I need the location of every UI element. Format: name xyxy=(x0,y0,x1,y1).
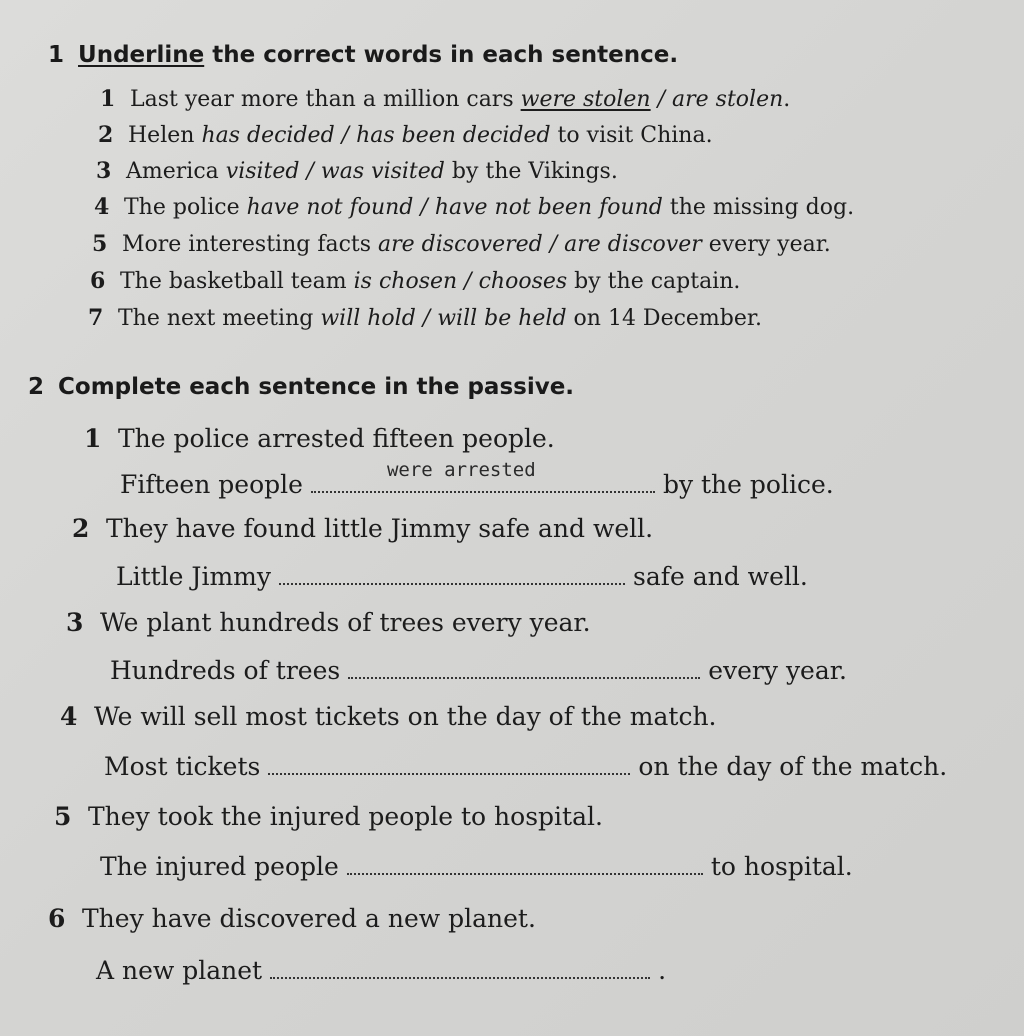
exercise-1-number: 1 xyxy=(48,42,65,68)
ex2-item-6-answer-line: A new planet . xyxy=(96,956,667,985)
ex1-item-3: 3 America visited / was visited by the Vikings. xyxy=(96,158,618,184)
answer-blank-6[interactable] xyxy=(270,959,650,979)
ex2-item-4-sentence: 4 We will sell most tickets on the day of the match. xyxy=(60,702,717,731)
ex1-item-6-option-b[interactable]: chooses xyxy=(478,269,568,294)
ex1-item-1-option-b[interactable]: are stolen xyxy=(672,87,784,112)
ex1-item-6: 6 The basketball team is chosen / chooses by the captain. xyxy=(90,268,741,294)
answer-blank-4[interactable] xyxy=(268,755,630,775)
answer-blank-1[interactable] xyxy=(311,459,655,493)
exercise-2-title: Complete each sentence in the passive. xyxy=(58,374,575,400)
exercise-1-heading xyxy=(48,42,678,68)
ex1-item-3-option-a[interactable]: visited xyxy=(225,159,300,184)
exercise-2-heading xyxy=(28,374,574,400)
ex2-item-1-answer-line: Fifteen people were arrested by the police. xyxy=(120,459,834,499)
ex2-item-3-answer-line: Hundreds of trees every year. xyxy=(110,656,847,685)
ex1-item-5-option-a[interactable]: are discovered xyxy=(378,232,543,257)
ex1-item-2-option-a[interactable]: has decided xyxy=(201,123,335,148)
answer-blank-5[interactable] xyxy=(347,855,703,875)
ex1-item-5-option-b[interactable]: are discover xyxy=(564,232,702,257)
ex1-item-7: 7 The next meeting will hold / will be held on 14 December. xyxy=(88,305,762,331)
ex2-item-3-sentence: 3 We plant hundreds of trees every year. xyxy=(66,608,591,637)
ex2-item-1-sentence: 1 The police arrested fifteen people. xyxy=(84,424,555,453)
answer-blank-2[interactable] xyxy=(279,565,625,585)
ex2-item-5-answer-line: The injured people to hospital. xyxy=(100,852,853,881)
ex1-item-2: 2 Helen has decided / has been decided to visit China. xyxy=(98,122,713,148)
ex1-item-4: 4 The police have not found / have not been found the missing dog. xyxy=(94,194,855,220)
ex1-item-6-option-a[interactable]: is chosen xyxy=(353,269,458,294)
ex1-item-7-option-a[interactable]: will hold xyxy=(320,306,416,331)
ex2-item-4-answer-line: Most tickets on the day of the match. xyxy=(104,752,948,781)
ex1-item-2-option-b[interactable]: has been decided xyxy=(356,123,551,148)
exercise-2-number: 2 xyxy=(28,374,45,400)
ex1-item-7-option-b[interactable]: will be held xyxy=(437,306,567,331)
handwritten-answer-1: were arrested xyxy=(386,459,536,481)
ex1-item-1-option-a[interactable]: were stolen xyxy=(520,87,651,112)
ex2-item-6-sentence: 6 They have discovered a new planet. xyxy=(48,904,536,933)
ex1-item-3-option-b[interactable]: was visited xyxy=(320,159,445,184)
answer-blank-3[interactable] xyxy=(348,659,700,679)
exercise-1-title-underline: Underline xyxy=(78,42,205,68)
ex1-item-4-option-b[interactable]: have not been found xyxy=(434,195,663,220)
ex1-item-4-option-a[interactable]: have not found xyxy=(246,195,414,220)
ex1-item-5: 5 More interesting facts are discovered / are discover every year. xyxy=(92,231,831,257)
exercise-1-title-rest: the correct words in each sentence. xyxy=(212,42,679,68)
ex2-item-5-sentence: 5 They took the injured people to hospital. xyxy=(54,802,603,831)
ex2-item-2-sentence: 2 They have found little Jimmy safe and well. xyxy=(72,514,654,543)
ex1-item-1: 1 Last year more than a million cars were stolen / are stolen. xyxy=(100,86,791,112)
ex2-item-2-answer-line: Little Jimmy safe and well. xyxy=(116,562,808,591)
